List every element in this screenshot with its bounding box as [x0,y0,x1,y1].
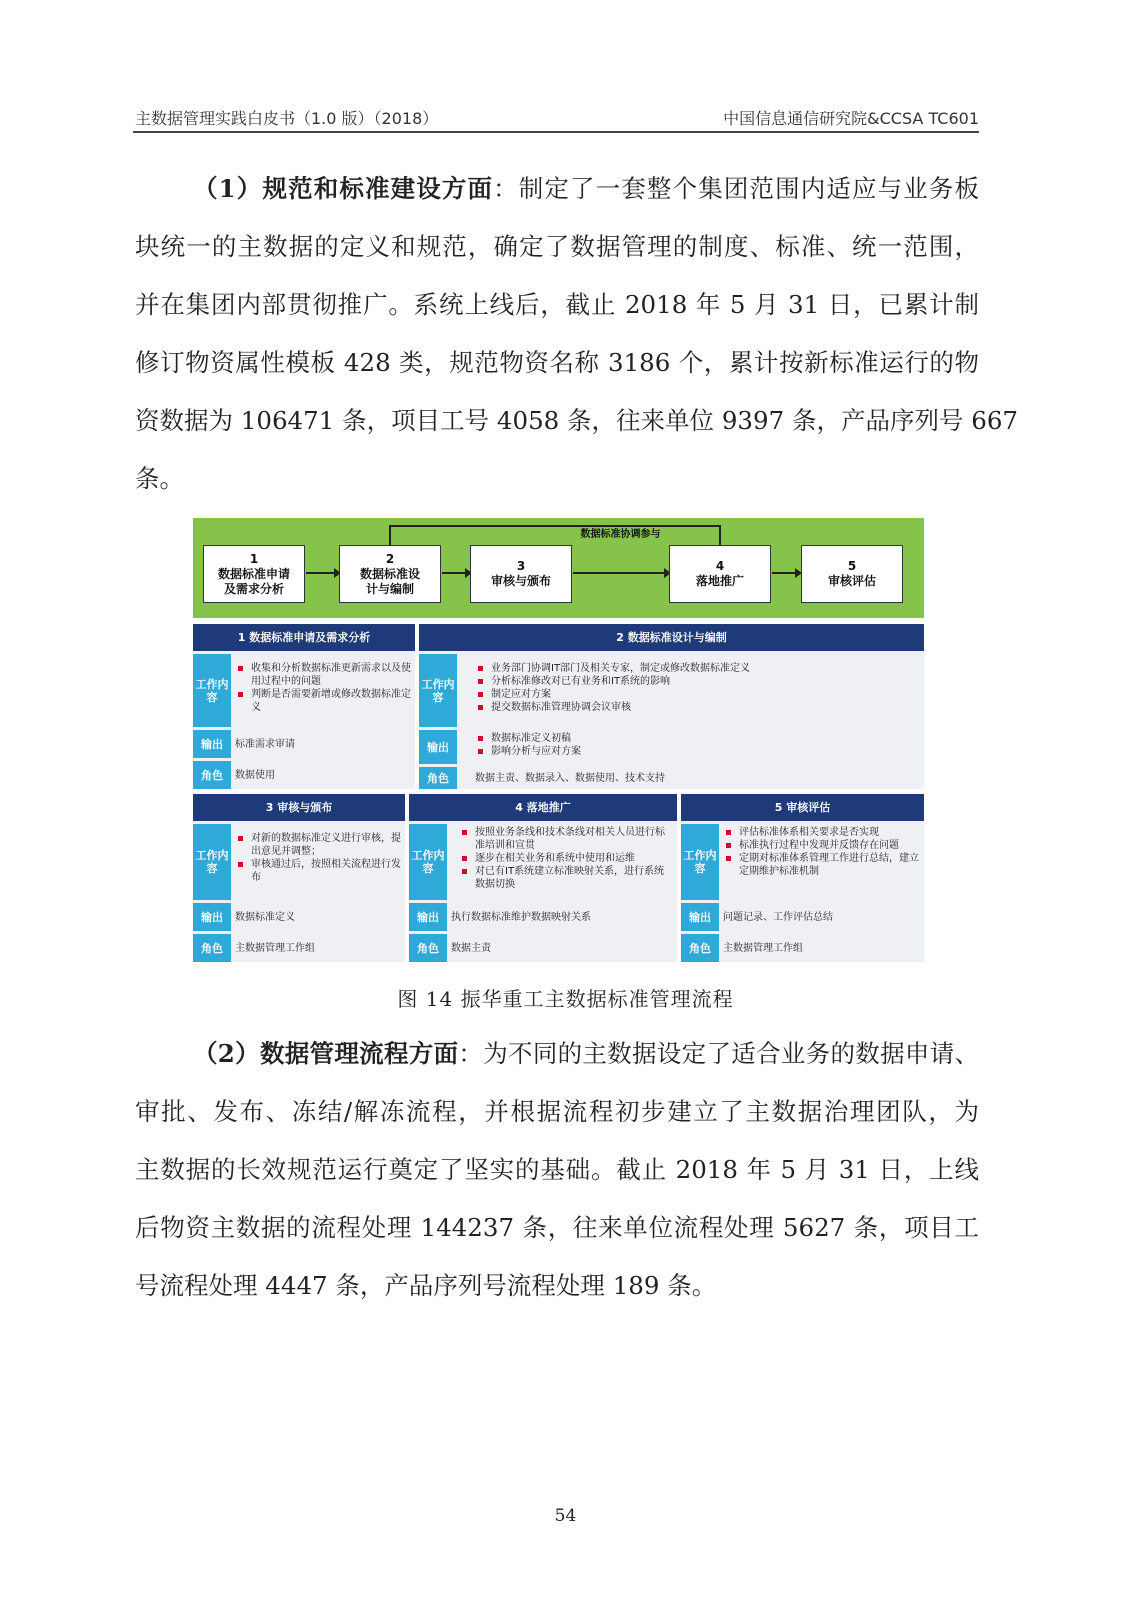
step-1-num: 1 [249,551,259,566]
panel-3-output: 数据标准定义 [235,912,295,923]
para2-text: ：为不同的主数据设定了适合业务的数据申请、 [458,1039,980,1068]
step-2-name-2: 计与编制 [365,581,414,596]
panel-4-title: 4 落地推广 [409,794,677,821]
panel-5-role: 主数据管理工作组 [723,943,803,954]
panel-2-work-item: 提交数据标准管理协调会议审核 [487,701,920,714]
panel-3-title: 3 审核与颁布 [193,794,405,821]
panel-4-role-label: 角色 [409,934,447,962]
panel-1-work-item: 收集和分析数据标准更新需求以及使用过程中的问题 [247,662,411,688]
para1-line-5: 资数据为 106471 条，项目工号 4058 条，往来单位 9397 条，产品序列号 667 [135,406,1019,435]
panel-3 [193,794,405,962]
para1-line-3: 并在集团内部贯彻推广。系统上线后，截止 2018 年 5 月 31 日，已累计制 [135,290,979,319]
para2-line-5: 号流程处理 4447 条，产品序列号流程处理 189 条。 [135,1271,717,1300]
process-figure [193,518,924,966]
para1-line-6: 条。 [135,464,184,493]
panel-1-role: 数据使用 [235,770,275,781]
panel-2-role-label: 角色 [419,767,457,789]
panel-2-work-item: 分析标准修改对已有业务和IT系统的影响 [487,675,920,688]
panel-4-work-item: 逐步在相关业务和系统中使用和运维 [471,852,673,865]
panel-2-title: 2 数据标准设计与编制 [419,624,924,651]
header-right: 中国信息通信研究院&CCSA TC601 [723,109,979,128]
panel-5-work-item: 标准执行过程中发现并反馈存在问题 [735,839,920,852]
panel-2-output-item: 数据标准定义初稿 [487,732,920,745]
panel-2-work-item: 业务部门协调IT部门及相关专家，制定或修改数据标准定义 [487,662,920,675]
feedback-line-left [389,526,391,546]
panel-1-work-item: 判断是否需要新增或修改数据标准定义 [247,688,411,714]
panel-4-work-item: 按照业务条线和技术条线对相关人员进行标准培训和宣贯 [471,826,673,852]
panel-5 [681,794,924,962]
panel-4 [409,794,677,962]
panel-4-work-item: 对已有IT系统建立标准映射关系，进行系统数据切换 [471,865,673,891]
panel-1-title: 1 数据标准申请及需求分析 [193,624,415,651]
para1-heading: （1）规范和标准建设方面 [193,174,494,203]
paragraph-1 [135,160,1019,508]
panel-5-output: 问题记录、工作评估总结 [723,912,833,923]
para2-line-4: 后物资主数据的流程处理 144237 条，往来单位流程处理 5627 条，项目工 [135,1213,979,1242]
panel-1-output: 标准需求审请 [235,739,295,750]
figure-caption: 图 14 振华重工主数据标准管理流程 [397,987,734,1011]
panel-2-work [475,662,920,714]
arrow-3 [573,572,665,574]
panel-3-role: 主数据管理工作组 [235,943,315,954]
arrow-1 [306,572,335,574]
step-1 [203,545,305,603]
panel-4-output-label: 输出 [409,903,447,931]
step-1-name: 数据标准申请 [217,566,290,581]
feedback-line-right [719,526,721,546]
para2-line-1 [135,1025,979,1083]
para2-heading: （2）数据管理流程方面 [193,1039,459,1068]
step-5 [801,545,903,603]
para1-text: ：制定了一套整个集团范围内适应与业务板 [493,174,980,203]
step-2-num: 2 [385,551,395,566]
panel-4-work-label: 工作内容 [409,824,447,900]
header-left: 主数据管理实践白皮书（1.0 版）（2018） [135,109,439,128]
step-2-name: 数据标准设 [359,566,420,581]
step-3-num: 3 [516,559,526,573]
panel-3-work-item: 对新的数据标准定义进行审核，提出意见并调整； [247,832,401,858]
paragraph-2 [135,1025,979,1315]
para2-line-3: 主数据的长效规范运行奠定了坚实的基础。截止 2018 年 5 月 31 日，上线 [135,1155,979,1184]
step-3 [470,545,572,603]
step-1-name-2: 及需求分析 [223,581,284,596]
panel-5-work-item: 评估标准体系相关要求是否实现 [735,826,920,839]
panel-2-output-item: 影响分析与应对方案 [487,745,920,758]
panel-1-work [235,662,411,714]
page-number: 54 [554,1506,577,1526]
step-4 [669,545,771,603]
panel-1 [193,624,415,789]
panel-2-work-label: 工作内容 [419,654,457,727]
para2-line-2: 审批、发布、冻结/解冻流程，并根据流程初步建立了主数据治理团队，为 [135,1097,979,1126]
para1-line-2: 块统一的主数据的定义和规范，确定了数据管理的制度、标准、统一范围， [135,232,979,261]
panel-5-title: 5 审核评估 [681,794,924,821]
flow-banner [193,518,924,618]
panel-3-output-label: 输出 [193,903,231,931]
arrow-4 [772,572,796,574]
panel-2-output-label: 输出 [419,730,457,764]
panel-5-role-label: 角色 [681,934,719,962]
panel-5-work [723,826,920,878]
panel-1-role-label: 角色 [193,761,231,789]
panel-5-work-label: 工作内容 [681,824,719,900]
panel-4-output: 执行数据标准维护数据映射关系 [451,912,591,923]
para1-line-1 [135,160,979,218]
step-5-name: 审核评估 [827,574,876,588]
panel-3-work [235,832,401,884]
step-4-name: 落地推广 [695,574,744,588]
panel-5-work-item: 定期对标准体系管理工作进行总结，建立定期维护标准机制 [735,852,920,878]
panel-3-work-label: 工作内容 [193,824,231,900]
panel-4-role: 数据主责 [451,943,491,954]
panel-3-work-item: 审核通过后，按照相关流程进行发布 [247,858,401,884]
panel-4-work [459,826,673,891]
step-4-num: 4 [715,559,725,573]
para1-line-4: 修订物资属性模板 428 类，规范物资名称 3186 个，累计按新标准运行的物 [135,348,979,377]
arrow-2 [442,572,466,574]
step-2 [339,545,441,603]
panel-5-output-label: 输出 [681,903,719,931]
feedback-label: 数据标准协调参与 [580,529,661,540]
step-5-num: 5 [847,559,857,573]
panel-1-work-label: 工作内容 [193,654,231,727]
header-rule [133,131,979,133]
feedback-line-top [389,525,721,527]
step-3-name: 审核与颁布 [490,574,551,588]
panel-2 [419,624,924,789]
panel-1-output-label: 输出 [193,730,231,758]
panel-2-output [475,732,920,758]
panel-2-role: 数据主责、数据录入、数据使用、技术支持 [475,773,665,784]
panel-3-role-label: 角色 [193,934,231,962]
panel-2-work-item: 制定应对方案 [487,688,920,701]
